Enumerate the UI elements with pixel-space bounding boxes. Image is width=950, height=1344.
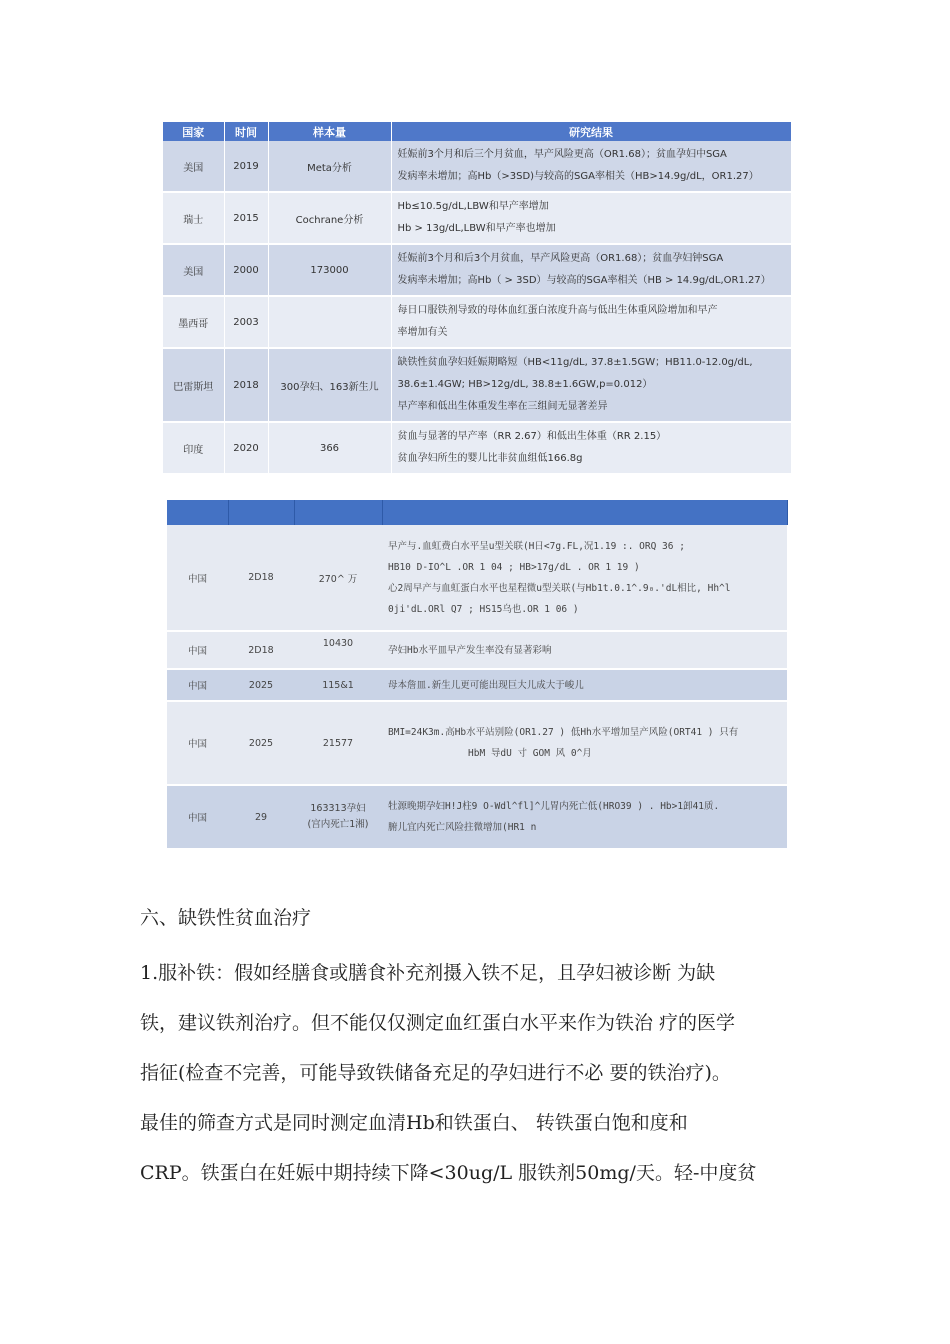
result-line: 38.6±1.4GW; HB>12g/dL, 38.8±1.6GW,p=0.012） xyxy=(397,379,653,390)
result-cell xyxy=(382,701,787,785)
year-cell: 2D18 xyxy=(228,525,294,631)
sample-cell: 300孕妇、163新生儿 xyxy=(268,348,391,422)
sample-cell: 366 xyxy=(268,422,391,474)
section-heading: 六、缺铁性贫血治疗 xyxy=(140,907,312,929)
country-cell: 巴雷斯坦 xyxy=(163,348,224,422)
result-cell xyxy=(391,422,791,474)
result-line: 贫血孕妇所生的婴儿比非贫血组低166.8g xyxy=(397,453,583,464)
result-line: Hb≤10.5g/dL,LBW和早产率增加 xyxy=(397,201,549,212)
header-blank xyxy=(228,500,294,525)
study-table-2 xyxy=(167,500,788,850)
country-cell: 中国 xyxy=(167,785,228,849)
sample-cell: 115&1 xyxy=(294,669,382,701)
year-cell: 2019 xyxy=(224,141,268,192)
year-cell: 2000 xyxy=(224,244,268,296)
header-blank xyxy=(167,500,228,525)
result-cell xyxy=(391,244,791,296)
result-cell xyxy=(382,631,787,669)
sample-cell: 10430 xyxy=(294,631,382,669)
result-line: 发病率未增加；高Hb（ > 3SD）与较高的SGA率相关（HB > 14.9g/dL,OR1.27） xyxy=(397,275,771,286)
result-line: Hb > 13g/dL,LBW和早产率也增加 xyxy=(397,223,556,234)
result-cell xyxy=(382,785,787,849)
header-country: 国家 xyxy=(163,122,224,141)
table-row xyxy=(163,244,791,296)
result-cell xyxy=(382,669,787,701)
result-line: HbM 导dU 寸 GOM 风 0^月 xyxy=(468,748,592,759)
study-table-1 xyxy=(163,122,792,475)
table-row xyxy=(163,296,791,348)
year-cell: 2020 xyxy=(224,422,268,474)
header-year: 时间 xyxy=(224,122,268,141)
result-cell xyxy=(382,525,787,631)
table-header-row xyxy=(167,500,787,525)
result-line: 母本詹皿.新生儿更可能出现巨大儿成大于峻儿 xyxy=(388,679,584,691)
result-line: 孕妇Hb水平皿早产发生率没有显著彩响 xyxy=(388,644,552,656)
year-cell: 2003 xyxy=(224,296,268,348)
table-row xyxy=(167,631,787,669)
country-cell: 中国 xyxy=(167,525,228,631)
country-cell: 美国 xyxy=(163,141,224,192)
sample-line: 163313孕妇 xyxy=(310,803,366,814)
result-line: 发病率未增加；高Hb（>3SD)与较高的SGA率相关（HB>14.9g/dL，OR1.27） xyxy=(397,171,759,182)
country-cell: 美国 xyxy=(163,244,224,296)
sample-cell: 21577 xyxy=(294,701,382,785)
table-row xyxy=(163,348,791,422)
sample-cell xyxy=(294,785,382,849)
year-cell: 2025 xyxy=(228,701,294,785)
paragraph-line: 指征(检查不完善，可能导致铁储备充足的孕妇进行不必 要的铁治疗)。 xyxy=(140,1062,731,1084)
country-cell: 中国 xyxy=(167,701,228,785)
country-cell: 中国 xyxy=(167,669,228,701)
result-cell xyxy=(391,348,791,422)
year-cell: 2D18 xyxy=(228,631,294,669)
sample-line: (宫内死亡1湘) xyxy=(307,819,369,830)
table-row xyxy=(167,785,787,849)
result-line: HB10 D-IO^L .OR 1 04 ; HB>17g/dL . OR 1 19 ) xyxy=(388,561,640,573)
sample-cell: 270^ 万 xyxy=(294,525,382,631)
header-blank xyxy=(382,500,787,525)
table-row xyxy=(167,525,787,631)
header-blank xyxy=(294,500,382,525)
sample-cell xyxy=(268,296,391,348)
country-cell: 印度 xyxy=(163,422,224,474)
country-cell: 瑞士 xyxy=(163,192,224,244)
result-cell xyxy=(391,192,791,244)
table-header-row xyxy=(163,122,791,141)
paragraph-line: 1.服补铁：假如经膳食或膳食补充剂摄入铁不足，且孕妇被诊断 为缺 xyxy=(140,962,716,984)
year-cell: 2018 xyxy=(224,348,268,422)
paragraph-line: CRP。铁蛋白在妊娠中期持续下降<30ug/L 服铁剂50mg/天。轻-中度贫 xyxy=(140,1162,757,1184)
paragraph-line: 最佳的筛查方式是同时测定血清Hb和铁蛋白、 转铁蛋白饱和度和 xyxy=(140,1112,688,1134)
result-line: 每日口服铁剂导致的母体血红蛋白浓度升高与低出生体重风险增加和早产 xyxy=(397,305,718,316)
result-cell xyxy=(391,296,791,348)
table-row xyxy=(163,422,791,474)
country-cell: 墨西哥 xyxy=(163,296,224,348)
header-sample: 样本量 xyxy=(268,122,391,141)
table-row xyxy=(167,669,787,701)
result-line: 早产与.血虹费白水平呈u型关联(H日<7g.FL,况1.19 :. ORQ 36 ; xyxy=(388,540,685,552)
result-line: 早产率和低出生体重发生率在三组间无显著差异 xyxy=(397,401,608,412)
result-cell xyxy=(391,141,791,192)
result-line: 心2周早产与血虹蛋白水平也星程微u型关联(与Hb1t.0.1^.9₀.'dL相比, Hh^l xyxy=(388,582,731,594)
sample-cell: 173000 xyxy=(268,244,391,296)
sample-cell: Cochrane分析 xyxy=(268,192,391,244)
paragraph-line: 铁，建议铁剂治疗。但不能仅仅测定血红蛋白水平来作为铁治 疗的医学 xyxy=(140,1012,736,1034)
result-line: 妊娠前3个月和后三个月贫血，早产风险更高（OR1.68）；贫血孕妇中SGA xyxy=(397,149,727,160)
result-line: 腑儿宜内死亡风险拄微增加(HR1 n xyxy=(388,822,537,833)
year-cell: 2015 xyxy=(224,192,268,244)
section-paragraph xyxy=(140,948,820,1198)
year-cell: 29 xyxy=(228,785,294,849)
table-row xyxy=(163,192,791,244)
result-line: 妊娠前3个月和后3个月贫血，早产风险更高（OR1.68）；贫血孕妇钟SGA xyxy=(397,253,724,264)
result-line: 0ji'dL.ORl Q7 ; HS15乌也.OR 1 06 ) xyxy=(388,603,579,615)
table-row xyxy=(163,141,791,192)
result-line: 牡源晚期孕妇H!J柱9 O-Wdl^fl]^儿胃内死亡低(HRO39 ) . Hb>1卸41质. xyxy=(388,801,720,812)
year-cell: 2025 xyxy=(228,669,294,701)
result-line: 率增加有关 xyxy=(397,327,448,338)
table-row xyxy=(167,701,787,785)
result-line: 缺铁性贫血孕妇妊娠期略短（HB<11g/dL, 37.8±1.5GW；HB11.0-12.0g/dL, xyxy=(397,357,753,368)
result-line: 贫血与显著的早产率（RR 2.67）和低出生体重（RR 2.15） xyxy=(397,431,667,442)
sample-cell: Meta分析 xyxy=(268,141,391,192)
country-cell: 中国 xyxy=(167,631,228,669)
result-line: BMI=24K3m.高Hb水平站别险(OR1.27 ) 低Hh水平增加呈产风险(ORT41 ) 只有 xyxy=(388,727,739,738)
header-result: 研究结果 xyxy=(391,122,791,141)
